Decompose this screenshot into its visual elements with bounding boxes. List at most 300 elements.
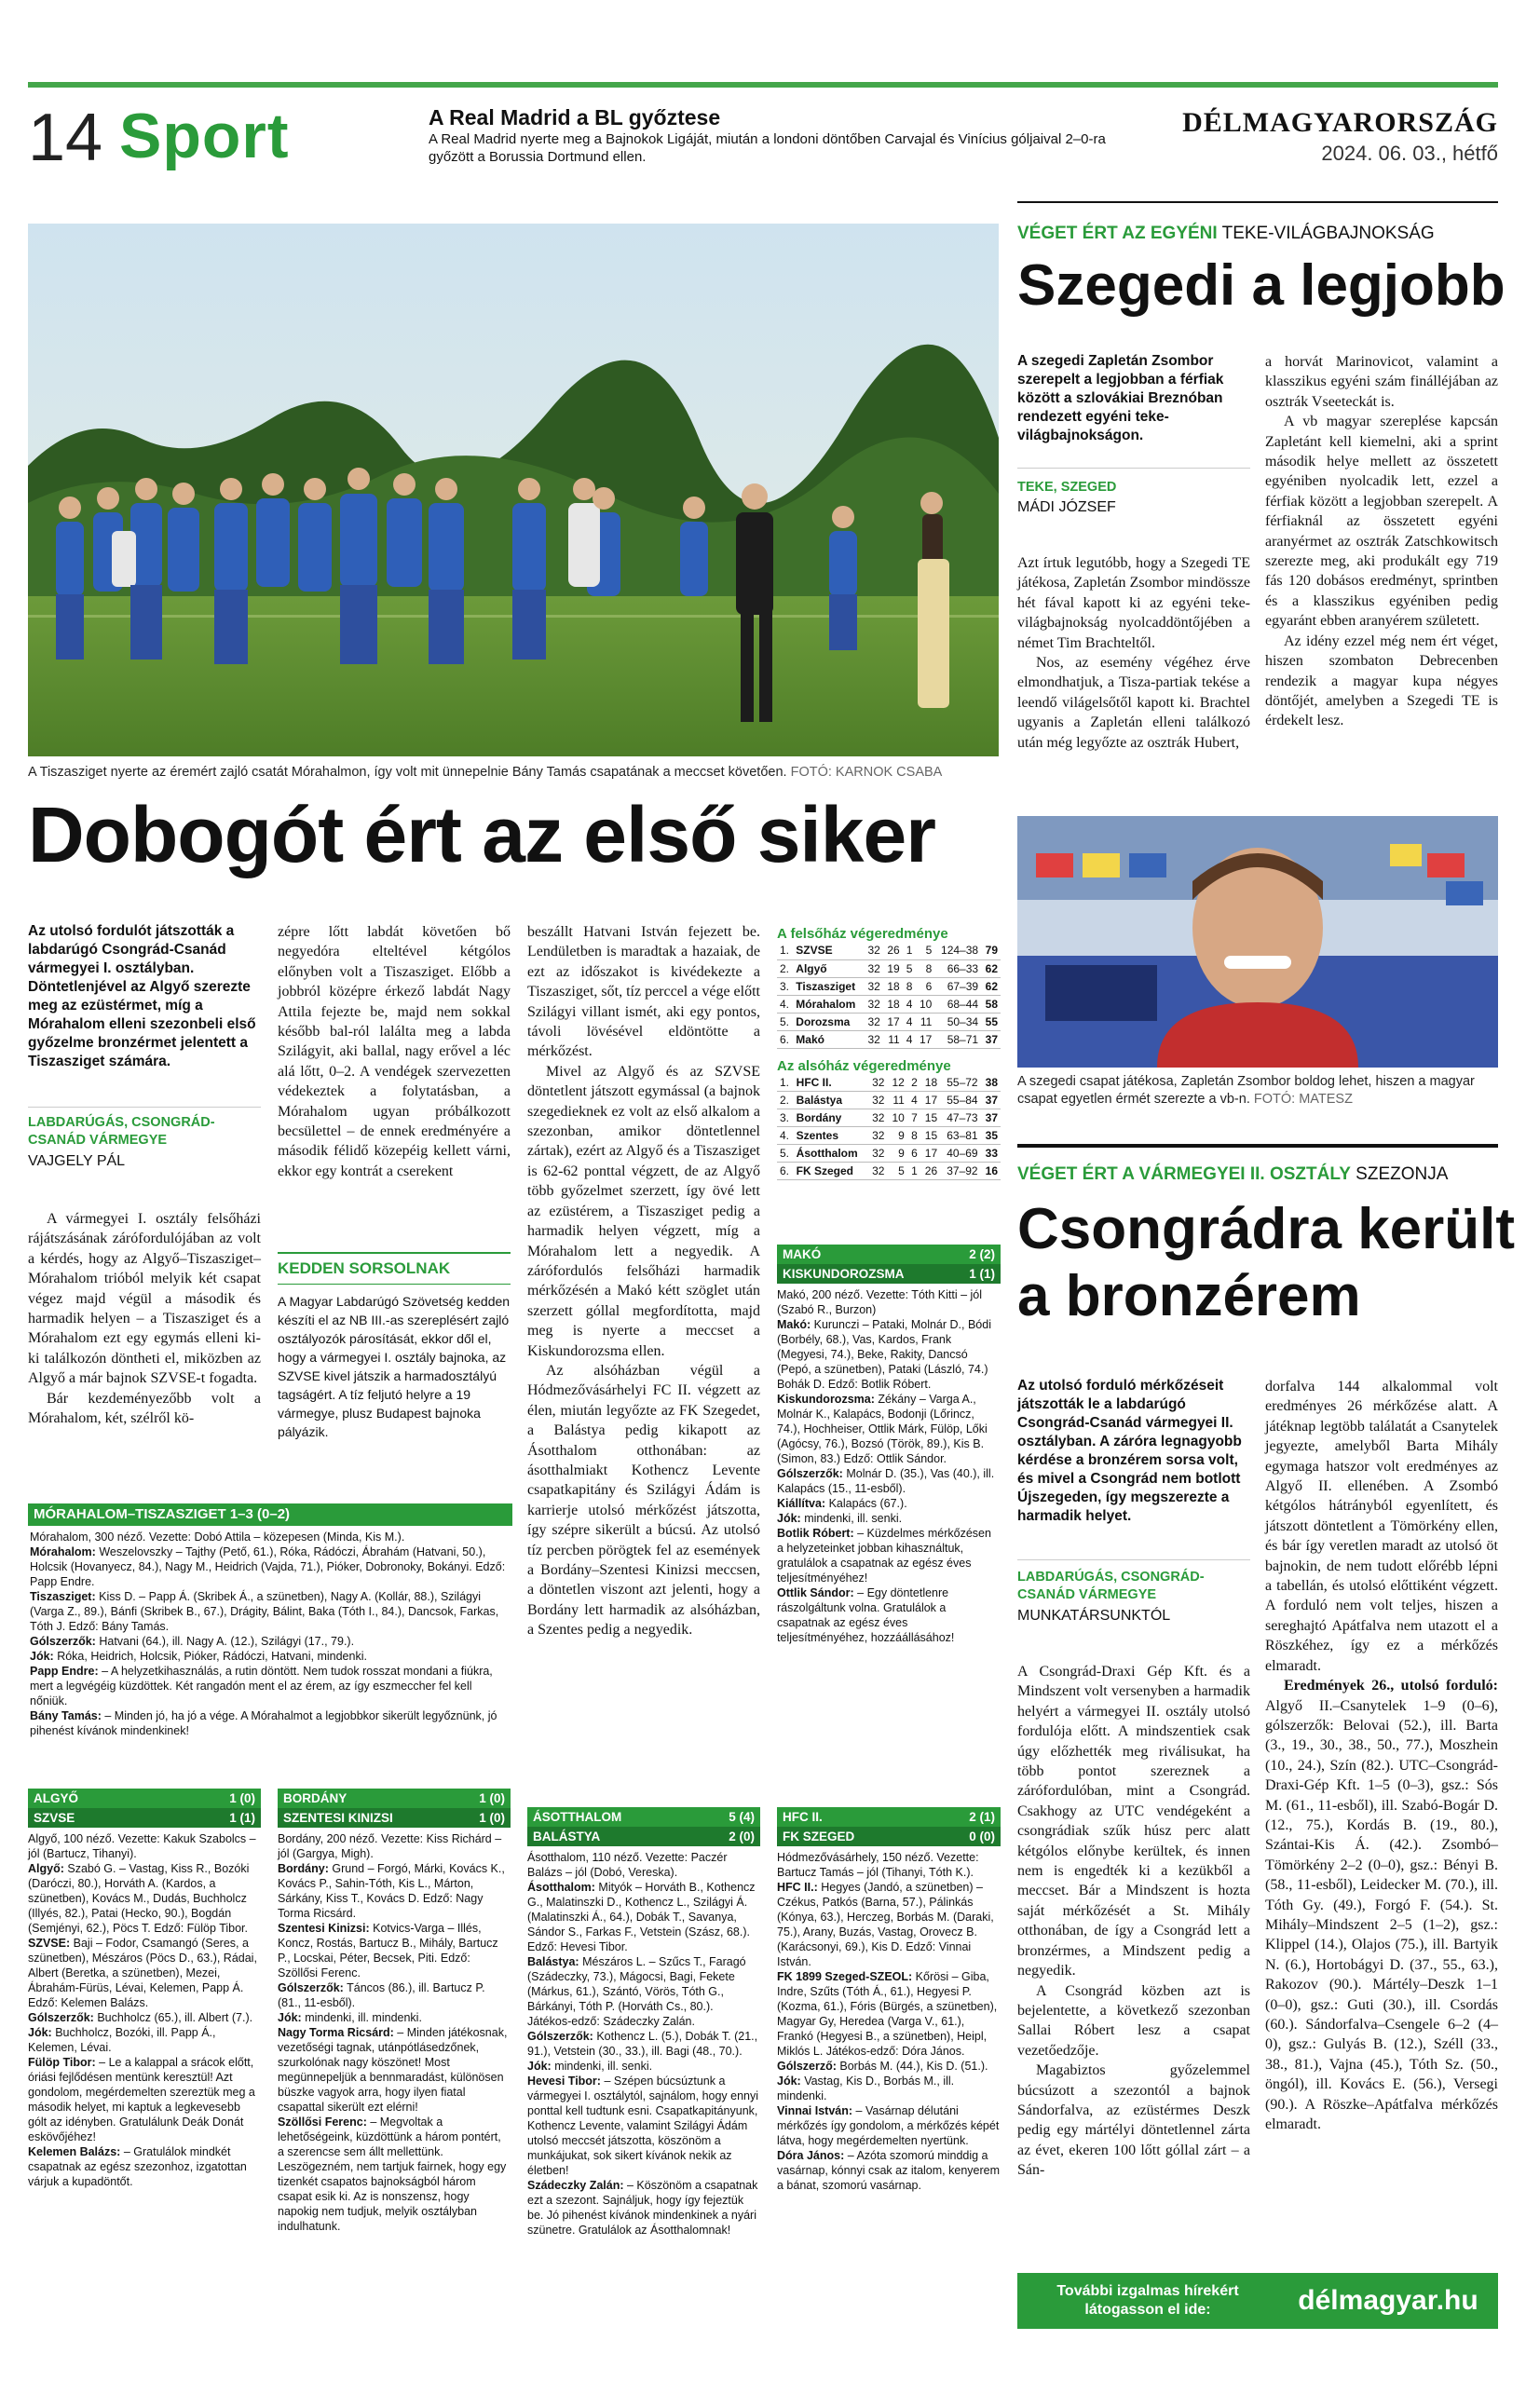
stat-cell: 18	[920, 1074, 940, 1092]
home-score: 1 (0)	[229, 1790, 255, 1805]
main-col1	[28, 1209, 261, 1428]
stat-cell: 15	[920, 1127, 940, 1145]
line-label: Hevesi Tibor:	[527, 2075, 601, 2088]
line-label: Jók:	[527, 2060, 552, 2073]
stat-cell: 4.	[777, 995, 793, 1013]
stat-cell: 1.	[777, 942, 793, 959]
match-line	[777, 2059, 1001, 2074]
line-label: Jók:	[777, 1512, 801, 1525]
match-details	[527, 1880, 760, 2238]
standings-row	[777, 1074, 1001, 1092]
team-name: FK Szeged	[794, 1163, 867, 1180]
match-line	[777, 1496, 1001, 1511]
paragraph: A vármegyei I. osztály felsőházi rájátszásának zárófordulójában az volt a kérdés, hogy az Algyő–Tiszasziget–Mórahalom trióból melyik két csapat végez majd végül a második és harmadik helyen – a Tiszasziget és a Mórahalom ezt egy egymás elleni ki-ki találkozón döntheti el, miközben az Algyő a már bajnok SZVSE-t fogadta.	[28, 1211, 261, 1387]
away-score: 2 (0)	[729, 1829, 755, 1843]
standings-row	[777, 1092, 1001, 1109]
line-text: – Vasárnap délutáni mérkőzés így gondolom, a mérkőzés képét látva, hogy megérdemelten nyertünk.	[777, 2104, 1000, 2147]
stat-cell: 68–44	[934, 995, 981, 1013]
match-header	[28, 1808, 261, 1828]
page-number: 14	[28, 101, 103, 175]
standings-row	[777, 1163, 1001, 1180]
team-name: Tiszasziget	[793, 977, 864, 995]
match-title: MÓRAHALOM–TISZASZIGET 1–3 (0–2)	[34, 1506, 291, 1522]
stat-cell: 3.	[777, 977, 793, 995]
divider	[1017, 1559, 1250, 1560]
match-line	[527, 2178, 760, 2238]
stat-cell: 9	[887, 1145, 906, 1163]
match-header	[777, 1827, 1001, 1846]
stat-cell: 32	[867, 1163, 887, 1180]
line-label: HFC II.:	[777, 1881, 818, 1894]
home-team: MAKÓ	[783, 1246, 822, 1261]
issue-date: 2024. 06. 03., hétfő	[1321, 142, 1498, 165]
divider	[28, 1107, 261, 1108]
stat-cell: 11	[883, 1030, 903, 1048]
stat-cell: 10	[915, 995, 934, 1013]
match-line	[28, 2010, 261, 2025]
line-text: Zékány – Varga A., Molnár K., Kalapács, Bodonji (Lőrincz, 74.), Hochheiser, Ottlik Márk, Fülöp, Lőki (Agócsy, 76.), Bozsó (Török, 89.), Kis B. (Simon, 83.) Edző: Ottlik Sándor.	[777, 1393, 988, 1465]
match-line	[278, 2115, 511, 2234]
headline-line: a bronzérem	[1017, 1264, 1361, 1328]
line-text: mindenki, ill. senki.	[554, 2060, 653, 2073]
stat-cell: 32	[864, 1030, 883, 1048]
article2-colA	[1017, 553, 1250, 753]
match-header	[28, 1789, 261, 1808]
main-photo-caption	[28, 764, 999, 782]
match-line	[527, 1880, 760, 1954]
line-label: Tiszasziget:	[30, 1590, 96, 1603]
away-team: SZVSE	[34, 1810, 75, 1825]
line-text: Róka, Heidrich, Holcsik, Pióker, Rádóczi, Hatvani, mindenki.	[57, 1650, 367, 1663]
match-info: Ásotthalom, 110 néző. Vezette: Paczér Balázs – jól (Dobó, Vereska).	[527, 1851, 728, 1879]
stat-cell: 9	[887, 1127, 906, 1145]
lower-standings-table	[777, 1074, 1001, 1181]
stat-cell: 17	[920, 1092, 940, 1109]
article3-colB	[1265, 1377, 1498, 2134]
match-hfc	[777, 1807, 1001, 2193]
home-score: 2 (1)	[969, 1809, 995, 1824]
line-text: – Minden játékosnak, vezetőségi tagnak, utánpótlásedzőnek, szurkolónak nagy köszönet! Most megünnepeljük a bennmaradást, különösen büszke vagyok arra, hogy ilyen fiatal csapattal sikerült ezt elérni!	[278, 2026, 508, 2114]
kicker-green: VÉGET ÉRT A VÁRMEGYEI II. OSZTÁLY	[1017, 1164, 1351, 1184]
match-line	[777, 1880, 1001, 1969]
match-header	[527, 1827, 760, 1846]
article2-headline[interactable]: Szegedi a legjobb	[1017, 253, 1506, 318]
stat-cell: 12	[887, 1074, 906, 1092]
match-info: Mórahalom, 300 néző. Vezette: Dobó Attila – közepesen (Minda, Kis M.).	[30, 1531, 405, 1544]
match-details	[28, 1861, 261, 2189]
line-label: Gólszerzők:	[28, 2011, 94, 2024]
home-team: BORDÁNY	[283, 1790, 347, 1805]
section-title: Sport	[119, 101, 290, 171]
kicker-green: VÉGET ÉRT AZ EGYÉNI	[1017, 224, 1218, 243]
match-morahalom	[28, 1503, 512, 1738]
match-line	[30, 1589, 511, 1634]
line-label: Gólszerzők:	[777, 1467, 843, 1480]
stat-cell: 6.	[777, 1163, 794, 1180]
paragraph: A Csongrád-Draxi Gép Kft. és a Mindszent volt versenyben a harmadik helyért a vármegyei II. osztály utolsó fordulója előtt. A mindszentiek csak úgy előzhették meg riválisukat, ha több pontot szereznek a zárófordulóban, mint a Csongrád. Csakhogy az UTC vendégeként a csongrádiak szűk húsz perc alatt kétgólos előnybe kerültek, és innen nem is engedték ki a kezükből a meccset. Bár a Mindszent is hozta saját mérkőzését a St. Mihály otthonában, de így a Csongrád lett a bronzérmes, a Mindszent pedig a negyedik.	[1017, 1664, 1250, 1979]
stat-cell: 4	[903, 995, 916, 1013]
home-team: HFC II.	[783, 1809, 823, 1824]
divider	[1017, 468, 1250, 469]
match-info: Hódmezővásárhely, 150 néző. Vezette: Bartucz Tamás – jól (Tihanyi, Tóth K.).	[777, 1851, 979, 1879]
stat-cell: 32	[867, 1127, 887, 1145]
divider	[1017, 1144, 1498, 1148]
main-col2	[278, 922, 511, 1181]
stat-cell: 124–38	[934, 942, 981, 959]
line-label: Mórahalom:	[30, 1545, 96, 1558]
paragraph: a horvát Marinovicot, valamint a klasszikus egyéni szám finálléjában az osztrák Vseeteckát is.	[1265, 354, 1498, 410]
stat-cell: 5	[915, 942, 934, 959]
line-label: Makó:	[777, 1318, 811, 1331]
stat-cell: 32	[867, 1092, 887, 1109]
stat-cell: 18	[883, 995, 903, 1013]
photo-credit: FOTÓ: KARNOK CSABA	[790, 765, 943, 780]
line-text: – Azóta szomorú minddig a vasárnap, kónnyi csak az italom, kenyerem a bánat, szomorú vasárnap.	[777, 2149, 1000, 2192]
away-score: 0 (0)	[969, 1829, 995, 1843]
article3-headline[interactable]	[1017, 1196, 1515, 1330]
paragraph: Az idény ezzel még nem ért véget, hiszen szombaton Debrecenben rendezik a magyar kupa négyes döntőjét, amelyben a Szegedi TE is érdekelt lesz.	[1265, 633, 1498, 729]
team-name: HFC II.	[794, 1074, 867, 1092]
match-info: Bordány, 200 néző. Vezette: Kiss Richárd – jól (Gargya, Migh).	[278, 1832, 502, 1860]
stat-cell: 26	[883, 942, 903, 959]
match-line	[527, 2074, 760, 2178]
match-bordany	[278, 1789, 511, 2234]
stat-cell: 32	[867, 1109, 887, 1127]
line-text: Baji – Fodor, Csamangó (Seres, a szünetben), Mészáros (Pöcs D., 63.), Rádai, Albert (Beretka, a szünetben), Mezei, Ábrahám-Fürüs, Lévai, Kelemen, Papp Á. Edző: Kelemen Balázs.	[28, 1937, 257, 2009]
stat-cell: 6	[915, 977, 934, 995]
divider	[1017, 201, 1498, 203]
stat-cell: 35	[981, 1127, 1001, 1145]
away-score: 1 (1)	[969, 1266, 995, 1281]
headline-line: Csongrádra került	[1017, 1197, 1516, 1261]
line-label: Ottlik Sándor:	[777, 1586, 854, 1599]
results-text: Algyő II.–Csanytelek 1–9 (0–6), gólszerzők: Belovai (52.), ill. Barta (3., 19., 30., 38., 50., 77.), Moszhein (10., 24.), Szín (82.). UTC–Csongrád-Draxi-Gép Kft. 1–5 (0–3), gsz.: Sós M. (61., 11-esből), ill. Szabó-Bogár D. (12., 75.), Kordás B. (19., 80.), Szántai-Kis Á. (42.). Zsombó–Tömörkény 2–2 (0–0), gsz.: Bényi B. (58., 11-esből), Leidecker M. (70.), ill. Tóth Gy. (49.), Forgó F. (54.). St. Mihály–Mindszent 2–5 (1–2), gsz.: Klippel (14.), Olajos (75.), ill. Bartyik N. (6.), Hortobágyi D. (37., 55., 63.), Rakozov (90.). Mártély–Deszk 1–1 (0–0), gsz.: Guti (30.), ill. Csordás (60.). Sándorfalva–Csengele 6–2 (4–0), gsz.: Gulyás B. (12.), Széll (33., 38., 81.), Vajna (45.), Tóth Sz. (50., öngól), ill. Kovács E. (56.), Versegi (90.). A Röszke–Apátfalva mérkőzés elmaradt.	[1265, 1697, 1498, 2133]
match-details	[777, 1317, 1001, 1645]
banner-line: További izgalmas hírekért	[1056, 2283, 1239, 2299]
main-headline[interactable]: Dobogót ért az első siker	[28, 791, 935, 878]
stat-cell: 55–72	[940, 1074, 980, 1092]
article3-kicker-2: LABDARÚGÁS, CSONGRÁD-CSANÁD VÁRMEGYE	[1017, 1570, 1205, 1602]
stat-cell: 38	[981, 1074, 1001, 1092]
match-line	[527, 2029, 760, 2059]
line-text: Grund – Forgó, Márki, Kovács K., Kovács P., Sahin-Tóth, Kis L., Márton, Sárkány, Kiss T., Kovács D. Edző: Nagy Torma Ricsárd.	[278, 1862, 505, 1920]
line-text: Kiss D. – Papp Á. (Skribek Á., a szünetben), Nagy A. (Kollár, 88.), Szilágyi (Varga Z., 89.), Bánfi (Skribek B., 67.), Drágity, Bálint, Baka (Tóth I., 84.), Dancsok, Farkas, Tóth J. Edző: Bány Tamás.	[30, 1590, 499, 1633]
line-text: Mityók – Horváth B., Kothencz G., Malatinszki D., Kothencz L., Szilágyi Á. (Malatinszki Á., 64.), Dobák T., Savanya, Sándor S., Farkas F., Vetstein (Szász, 68.). Edző: Hevesi Tibor.	[527, 1881, 756, 1953]
standings-row	[777, 995, 1001, 1013]
match-header	[278, 1808, 511, 1828]
stat-cell: 32	[867, 1074, 887, 1092]
team-name: Mórahalom	[793, 995, 864, 1013]
line-text: Kőrösi – Giba, Indre, Szűts (Tóth Á., 61.), Hegyesi P. (Kozma, 61.), Fóris (Bürgés, a szünetben), Magyar Gy, Heredea (Varga V., 61.), Frankó (Hegyesi B., a szünetben), Heipl, Miklós L. Játékos-edző: Dóra János.	[777, 1970, 998, 2058]
line-label: Jók:	[777, 2075, 801, 2088]
stat-cell: 37	[981, 1030, 1001, 1048]
stat-cell: 55–84	[940, 1092, 980, 1109]
team-name: Ásotthalom	[794, 1145, 867, 1163]
match-line	[278, 2025, 511, 2115]
home-score: 2 (2)	[969, 1246, 995, 1261]
line-label: Szentesi Kinizsi:	[278, 1922, 370, 1935]
top-rule	[28, 82, 1498, 88]
away-team: KISKUNDOROZSMA	[783, 1266, 905, 1281]
standings-row	[777, 942, 1001, 959]
stat-cell: 4	[907, 1092, 920, 1109]
stat-cell: 5	[903, 959, 916, 977]
stat-cell: 17	[915, 1030, 934, 1048]
stat-cell: 11	[915, 1013, 934, 1030]
line-text: Kothencz L. (5.), Dobák T. (21., 91.), Vetstein (30., 33.), ill. Bagi (48., 70.).	[527, 2030, 758, 2058]
stat-cell: 15	[920, 1109, 940, 1127]
standings-row	[777, 1127, 1001, 1145]
sorsolas-box	[278, 1252, 511, 1441]
match-line	[777, 1526, 1001, 1585]
stat-cell: 58	[981, 995, 1001, 1013]
stat-cell: 4.	[777, 1127, 794, 1145]
stat-cell: 26	[920, 1163, 940, 1180]
stat-cell: 37	[981, 1109, 1001, 1127]
match-line	[28, 2055, 261, 2144]
line-text: – Minden jó, ha jó a vége. A Mórahalmot a legjobbkor sikerült legyőznünk, jó pihenést kívánok mindenkinek!	[30, 1709, 497, 1737]
line-text: Molnár D. (35.), Vas (40.), ill. Kalapács (15., 11-esből).	[777, 1467, 995, 1495]
team-name: Algyő	[793, 959, 864, 977]
match-header	[777, 1264, 1001, 1284]
line-text: Hatvani (64.), ill. Nagy A. (12.), Szilágyi (17., 79.).	[99, 1635, 355, 1648]
match-asotthalom	[527, 1807, 760, 2238]
standings-row	[777, 1030, 1001, 1048]
paragraph: Bár kezdeményezőbb volt a Mórahalom, két, szélről kö-	[28, 1390, 261, 1427]
match-info: Algyő, 100 néző. Vezette: Kakuk Szabolcs – jól (Bartucz, Tihanyi).	[28, 1832, 256, 1860]
line-text: Vastag, Kis D., Borbás M., ill. mindenki.	[777, 2075, 955, 2102]
line-text: Borbás M. (44.), Kis D. (51.).	[839, 2060, 988, 2073]
paragraph: zépre lőtt labdát követően bő negyedóra elteltével kétgólos előnyben volt a Tiszasziget. Előbb a jobbról középre érkező labdát Nagy Attila fejezte be, majd nem sokkal később bal-ról lalálta meg a labda Szilágyit, aki ballal, nagy erővel a léc alá lőtt, 0–2. A vendégek szervezetten védekeztek a folytatásban, a Mórahalom ugyan próbálkozott becsülettel – de ennek eredményére a második félidő közepéig kellett várni, ekkor egy kontrát a cserekent	[278, 924, 511, 1179]
line-text: Kotvics-Varga – Illés, Koncz, Rostás, Bartucz B., Mihály, Bartucz P., Locskai, Péter, Becsek, Piti. Edző: Szöllősi Ferenc.	[278, 1922, 498, 1979]
stat-cell: 32	[864, 959, 883, 977]
standings-row	[777, 1013, 1001, 1030]
away-team: BALÁSTYA	[533, 1829, 601, 1843]
article3-kicker	[1017, 1164, 1448, 1185]
match-line	[28, 2144, 261, 2189]
stat-cell: 2.	[777, 1092, 794, 1109]
stat-cell: 63–81	[940, 1127, 980, 1145]
match-line	[527, 1954, 760, 2029]
line-text: – Gratulálok mindkét csapatnak az egész szezonhoz, izgatottan várjuk a kupadöntőt.	[28, 2145, 247, 2188]
line-label: Bány Tamás:	[30, 1709, 102, 1722]
paragraph: dorfalva 144 alkalommal volt eredményes 26 mérkőzése alatt. A játéknap legtöbb találatát a Csanytelek jegyezte, amelyből Barta Mihály egymaga hatszor volt eredményes az Algyő II. ellenében. A Zsombó kétgólos hátrányból egyenlített, és játszott döntetlent a Tömörkény ellen, és bár így veretlen maradt az utolsó öt bajnokin, de nem tudott előrébb lépni a tabellán, és utolsó előttiként végzett. A forduló nem volt teljes, hiszen a sereghajtó Apátfalva nem utazott el a Röszkéhez, így ez a mérkőzés elmaradt.	[1265, 1379, 1498, 1674]
stat-cell: 67–39	[934, 977, 981, 995]
line-text: – Köszönöm a csapatnak ezt a szezont. Sajnáljuk, hogy így fejeztük be. Jó pihenést kívánok mindenkinek a nyári szünetre. Gratulálok az Ásotthalomnak!	[527, 2179, 758, 2237]
line-label: Szádeczky Zalán:	[527, 2179, 624, 2192]
line-label: FK 1899 Szeged-SZEOL:	[777, 1970, 913, 1983]
team-name: SZVSE	[793, 942, 864, 959]
match-line	[30, 1708, 511, 1738]
banner-line: látogasson el ide:	[1084, 2302, 1211, 2318]
stat-cell: 58–71	[934, 1030, 981, 1048]
article2-photo-caption	[1017, 1073, 1498, 1109]
paragraph: Magabiztos győzelemmel búcsúzott a szezontól a bajnok Sándorfalva, az ezüstérmes Deszk pedig egy mártélyi döntetlennel zárta az évet, ekeren 100 lőtt góllal zárt – a Sán-	[1017, 2062, 1250, 2179]
match-line	[278, 1921, 511, 1980]
match-line	[30, 1664, 511, 1708]
stat-cell: 18	[883, 977, 903, 995]
home-team: ALGYŐ	[34, 1790, 79, 1805]
upper-standings-table	[777, 942, 1001, 1049]
stat-cell: 1	[907, 1163, 920, 1180]
paragraph: Nos, az esemény végéhez érve elmondhatjuk, a Tisza-partiak tekése a leendő világelsőtől kapott ki. Brachtel ugyanis a Zapletán elleni találkozó után még legyőzte az osztrák Hubert,	[1017, 655, 1250, 751]
team-name: Dorozsma	[793, 1013, 864, 1030]
home-team: ÁSOTTHALOM	[533, 1809, 622, 1824]
stat-cell: 2.	[777, 959, 793, 977]
line-text: Kurunczi – Pataki, Molnár D., Bódi (Borbély, 68.), Vas, Kardos, Frank (Megyesi, 74.), Beke, Rakity, Dancsó (Pepó, a szünetben), Pataki (László, 74.) Bohák D. Edző: Botlik Róbert.	[777, 1318, 991, 1391]
teaser-title[interactable]: A Real Madrid a BL győztese	[429, 105, 721, 129]
article2-lead: A szegedi Zapletán Zsombor szerepelt a legjobban a férfiak között a szlovákiai Breznóban rendezett egyéni teke-világbajnokságon.	[1017, 353, 1224, 443]
match-header	[527, 1807, 760, 1827]
line-label: Szöllősi Ferenc:	[278, 2116, 367, 2129]
banner-text	[1017, 2282, 1278, 2320]
teaser-text: A Real Madrid nyerte meg a Bajnokok Ligáját, miután a londoni döntőben Carvajal és Vinícius góljaival 2–0-ra győzött a Borussia Dortmund ellen.	[429, 131, 1106, 165]
match-line	[30, 1649, 511, 1664]
match-line	[777, 1466, 1001, 1496]
home-score: 1 (0)	[479, 1790, 505, 1805]
photo-credit: FOTÓ: MATESZ	[1253, 1092, 1353, 1107]
line-label: Gólszerzők:	[527, 2030, 593, 2043]
line-text: – Egy döntetlenre rászolgáltunk volna. Gratulálok a csapatnak az egész éves teljesítményéhez, hozzáállásához!	[777, 1586, 955, 1644]
stat-cell: 32	[864, 1013, 883, 1030]
away-score: 1 (0)	[479, 1810, 505, 1825]
stat-cell: 8	[903, 977, 916, 995]
stat-cell: 62	[981, 977, 1001, 995]
match-line	[527, 2059, 760, 2074]
match-line	[28, 1936, 261, 2010]
line-label: Kelemen Balázs:	[28, 2145, 121, 2158]
stat-cell: 17	[920, 1145, 940, 1163]
match-line	[777, 2074, 1001, 2103]
line-label: SZVSE:	[28, 1937, 71, 1950]
away-team: SZENTESI KINIZSI	[283, 1810, 393, 1825]
match-line	[30, 1544, 511, 1589]
match-info: Makó, 200 néző. Vezette: Tóth Kitti – jól (Szabó R., Burzon)	[777, 1288, 983, 1316]
stat-cell: 33	[981, 1145, 1001, 1163]
match-line	[777, 1511, 1001, 1526]
match-algyo	[28, 1789, 261, 2189]
line-label: Kiállítva:	[777, 1497, 826, 1510]
match-line	[278, 2010, 511, 2025]
stat-cell: 8	[915, 959, 934, 977]
stat-cell: 17	[883, 1013, 903, 1030]
match-details	[278, 1861, 511, 2234]
line-label: Balástya:	[527, 1955, 579, 1968]
article3-author: MUNKATÁRSUNKTÓL	[1017, 1608, 1171, 1624]
match-line	[28, 2025, 261, 2055]
stat-cell: 4	[903, 1013, 916, 1030]
stat-cell: 5	[887, 1163, 906, 1180]
stat-cell: 6.	[777, 1030, 793, 1048]
stat-cell: 79	[981, 942, 1001, 959]
main-author: VAJGELY PÁL	[28, 1153, 126, 1169]
line-label: Bordány:	[278, 1862, 329, 1875]
line-text: Szabó G. – Vastag, Kiss R., Bozóki (Daróczi, 80.), Horváth A. (Kardos, a szünetben), Kovács M., Dudás, Buchholcz (Illyés, 82.), Patai (Hecko, 90.), Bogdán (Semjényi, 62.), Pöcs T. Edző: Fülöp Tibor.	[28, 1862, 250, 1935]
paragraph: A Csongrád közben azt is bejelentette, a következő szezonban Sallai Róbert lesz a csapat vezetőedzője.	[1017, 1982, 1250, 2059]
brand-logo: DÉLMAGYARORSZÁG	[1182, 107, 1498, 138]
stat-cell: 1.	[777, 1074, 794, 1092]
standings-row	[777, 1145, 1001, 1163]
line-text: Táncos (86.), ill. Bartucz P. (81., 11-esből).	[278, 1981, 485, 2009]
lower-table-title: Az alsóház végeredménye	[777, 1057, 951, 1074]
stat-cell: 19	[883, 959, 903, 977]
stat-cell: 40–69	[940, 1145, 980, 1163]
stat-cell: 47–73	[940, 1109, 980, 1127]
away-score: 1 (1)	[229, 1810, 255, 1825]
team-name: Balástya	[794, 1092, 867, 1109]
delmagyar-banner[interactable]	[1017, 2273, 1498, 2329]
match-details	[777, 1880, 1001, 2193]
stat-cell: 8	[907, 1127, 920, 1145]
main-lead: Az utolsó fordulót játszották a labdarúgó Csongrád-Csanád vármegyei I. osztályban. Döntetlenjével az Algyő szerezte meg az ezüstérmet, míg a Mórahalom elleni szezonbeli első győzelme bronzérmet jelentett a Tiszasziget számára.	[28, 923, 256, 1069]
line-text: Mészáros L. – Szűcs T., Faragó (Szádeczky, 73.), Mágocsi, Bagi, Fekete (Márkus, 61.), Szántó, Vörös, Tóth G., Bárkányi, Tóth P. (Horváth Cs., 80.). Játékos-edző: Szádeczky Zalán.	[527, 1955, 746, 2028]
article2-photo	[1017, 816, 1498, 1068]
article3-colA	[1017, 1662, 1250, 2181]
upper-table-block	[777, 926, 1001, 1180]
article2-place: TEKE, SZEGED	[1017, 480, 1117, 495]
kicker-rest: TEKE-VILÁGBAJNOKSÁG	[1221, 224, 1435, 243]
match-mako	[777, 1245, 1001, 1645]
line-label: Nagy Torma Ricsárd:	[278, 2026, 394, 2039]
paragraph: Az alsóházban végül a Hódmezővásárhelyi FC II. végzett az élen, miután legyőzte az FK Szegedet, a Balástya pedig kikapott az Ásotthalom otthonában: az ásotthalmiakt Kothencz Levente csapatkapitány és Szilágyi Ádám is karrierje utolsó mérkőzést játszotta, így szépre sikerült a búcsú. Az utolsó tíz percben pörögtek fel az események a Bordány–Szentesi Kinizsi meccsen, a döntetlen viszont azt jelenti, hogy a Bordány lett harmadik az alsóházban, a Szentes pedig a negyedik.	[527, 1362, 760, 1639]
team-name: Makó	[793, 1030, 864, 1048]
banner-site[interactable]: délmagyar.hu	[1298, 2285, 1478, 2316]
line-text: – Le a kalappal a srácok előtt, óriási fejlődésen mentünk keresztül! Azt gondolom, megérdemelten szereztük meg a második helyet, mi kaptuk a legkevesebb gólt az idényben. Gratulálunk Deák Donát eskövőjéhez!	[28, 2056, 255, 2143]
caption-text: A szegedi csapat játékosa, Zapletán Zsombor boldog lehet, hiszen a magyar csapat egyetlen érmét szerezte a vb-n.	[1017, 1074, 1475, 1107]
standings-row	[777, 1109, 1001, 1127]
line-text: Kalapács (67.).	[828, 1497, 907, 1510]
match-details	[28, 1544, 512, 1738]
article2-kicker	[1017, 224, 1435, 244]
line-text: Weszelovszky – Tajthy (Pető, 61.), Róka, Rádóczi, Ábrahám (Hatvani, 50.), Holcsik (Hovanyecz, 84.), Nagy M., Heidrich (Vajda, 71.), Pióker, Dobronoky, Bokányi. Edző: Papp Endre.	[30, 1545, 506, 1588]
paragraph: Mivel az Algyő és az SZVSE döntetlent játszott egymással (a bajnok szegedieknek ez volt az első alkalom a szezonban, amikor döntetlennel zártak), ezért az Algyő és a Tiszasziget is 62-62 ponttal végzett, de az Algyő több győzelmet szerzett, így övé lett az ezüstérem, a Tiszasziget pedig a harmadik helyen végzett, míg a Mórahalom lett a negyedik. A zárófordulós felsőházi harmadik mérkőzésén a Makó kétt szöglet után szerzett góllal megfordította, majd meg is nyerte a meccset a Kiskundorozsma ellen.	[527, 1063, 760, 1359]
match-line	[777, 1317, 1001, 1392]
line-label: Kiskundorozsma:	[777, 1393, 875, 1406]
away-team: FK SZEGED	[783, 1829, 855, 1843]
stat-cell: 62	[981, 959, 1001, 977]
stat-cell: 37	[981, 1092, 1001, 1109]
line-label: Jók:	[28, 2026, 52, 2039]
main-col3	[527, 922, 760, 1640]
upper-table-title: A felsőház végeredménye	[777, 926, 948, 942]
home-score: 5 (4)	[729, 1809, 755, 1824]
sorsolas-text: A Magyar Labdarúgó Szövetség kedden készíti el az NB III.-as szereplésért zajló osztályozók párosítását, ekkor dől el, hogy a vármegyei I. osztály bajnoka, az SZVSE kivel játszik a harmadosztályú tagságért. A tíz feljutó helyre a 19 vármegye, plusz Budapest bajnoka pályázik.	[278, 1284, 511, 1441]
kicker-rest: SZEZONJA	[1356, 1164, 1449, 1184]
stat-cell: 37–92	[940, 1163, 980, 1180]
stat-cell: 5.	[777, 1145, 794, 1163]
stat-cell: 1	[903, 942, 916, 959]
line-label: Jók:	[278, 2011, 302, 2024]
line-text: – Küzdelmes mérkőzésen a helyzeteinket jobban kihasználtuk, gratulálok a csapatnak az egész éves teljesítményéhez!	[777, 1527, 991, 1585]
line-label: Algyő:	[28, 1862, 64, 1875]
match-line	[278, 1861, 511, 1921]
line-label: Gólszerzők:	[30, 1635, 96, 1648]
match-line	[777, 2148, 1001, 2193]
line-label: Jók:	[30, 1650, 54, 1663]
stat-cell: 32	[864, 995, 883, 1013]
caption-text: A Tiszasziget nyerte az éremért zajló csatát Mórahalmon, így volt mit ünnepelnie Bány Tamás csapatának a meccset követően.	[28, 765, 787, 780]
stat-cell: 32	[864, 977, 883, 995]
stat-cell: 10	[887, 1109, 906, 1127]
line-text: Buchholcz (65.), ill. Albert (7.).	[97, 2011, 253, 2024]
article3-lead: Az utolsó forduló mérkőzéseit játszották le a labdarúgó Csongrád-Csanád vármegyei II. osztályban. A záróra legnagyobb kérdése a bronzérem sorsa volt, és mivel a Csongrád nem botlott Újszegeden, így megszerezte a harmadik helyet.	[1017, 1378, 1242, 1524]
stat-cell: 11	[887, 1092, 906, 1109]
paragraph: Azt írtuk legutóbb, hogy a Szegedi TE játékosa, Zapletán Zsombor mindössze hét fával kapott ki az egyéni teke-világbajnokság nyolcaddöntőjében a német Tim Brachteltől.	[1017, 555, 1250, 651]
match-header	[777, 1245, 1001, 1264]
stat-cell: 3.	[777, 1109, 794, 1127]
line-label: Ásotthalom:	[527, 1881, 595, 1894]
stat-cell: 7	[907, 1109, 920, 1127]
